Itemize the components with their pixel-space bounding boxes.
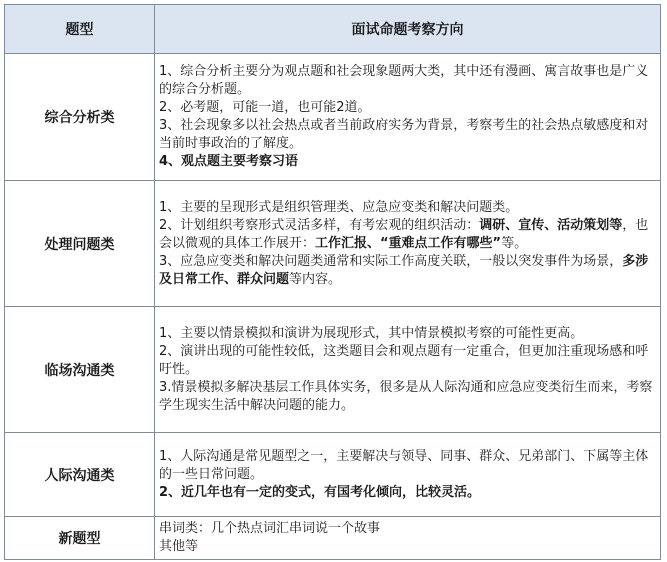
description-text: 等内容。 xyxy=(289,271,342,287)
description-line-emphasis: 2、近几年也有一定的变式，有国考化倾向，比较灵活。 xyxy=(159,484,481,500)
category-cell: 临场沟通类 xyxy=(5,307,155,433)
description-cell xyxy=(155,517,661,560)
description-text: 3、应急应变类和解决问题类通常和实际工作高度关联，一般以突发事件为场景， xyxy=(159,253,623,269)
table-row xyxy=(5,433,661,517)
description-line: 2、演讲出现的可能性较低，这类题目会和观点题有一定重合，但更加注重现场感和呼吁性。 xyxy=(159,343,649,377)
description-line: 1、人际沟通是常见题型之一，主要解决与领导、同事、群众、兄弟部门、下属等主体的一些日常问题。 xyxy=(159,448,649,482)
description-line-mixed xyxy=(159,253,656,289)
description-emphasis: 调研、宣传、活动策划等 xyxy=(479,217,623,233)
table-header-row xyxy=(5,5,661,54)
header-exam-direction: 面试命题考察方向 xyxy=(155,5,661,54)
category-cell: 处理问题类 xyxy=(5,181,155,307)
table-row xyxy=(5,181,661,307)
description-text: 2、计划组织考察形式灵活多样，有考宏观的组织活动： xyxy=(159,217,480,233)
table-row xyxy=(5,307,661,433)
description-cell xyxy=(155,181,661,307)
description-emphasis: 多涉及日常工作、群众问题 xyxy=(159,253,649,287)
description-line: 其他等 xyxy=(159,539,199,554)
description-line-emphasis: 4、观点题主要考察习语 xyxy=(159,154,299,169)
category-cell: 人际沟通类 xyxy=(5,433,155,517)
description-text: ，也会以微观的具体工作展开： xyxy=(159,217,649,251)
description-line: 1、主要以情景模拟和演讲为展现形式，其中情景模拟考察的可能性更高。 xyxy=(159,325,584,341)
description-cell xyxy=(155,307,661,433)
description-text: 等。 xyxy=(501,235,528,251)
description-line: 1、综合分析主要分为观点题和社会现象题两大类，其中还有漫画、寓言故事也是广义的综合分析题。 xyxy=(159,64,649,97)
table-row xyxy=(5,517,661,560)
description-line-mixed xyxy=(159,217,656,253)
description-cell xyxy=(155,54,661,181)
category-cell: 综合分析类 xyxy=(5,54,155,181)
description-line: 2、必考题，可能一道，也可能2道。 xyxy=(159,100,371,115)
table-row xyxy=(5,54,661,181)
description-line: 3、社会现象多以社会热点或者当前政府实务为背景，考察考生的社会热点敏感度和对当前时事政治的了解度。 xyxy=(159,118,649,151)
description-line: 1、主要的呈现形式是组织管理类、应急应变类和解决问题类。 xyxy=(159,199,519,215)
header-question-type: 题型 xyxy=(5,5,155,54)
description-line: 串词类：几个热点词汇串词说一个故事 xyxy=(159,521,381,536)
category-cell: 新题型 xyxy=(5,517,155,560)
description-line: 3.情景模拟多解决基层工作具体实务，很多是从人际沟通和应急应变类衍生而来，考察学生现实生活中解决问题的能力。 xyxy=(159,379,653,413)
description-emphasis: 工作汇报、“重难点工作有哪些” xyxy=(315,235,502,251)
description-cell xyxy=(155,433,661,517)
exam-direction-table xyxy=(4,4,661,560)
